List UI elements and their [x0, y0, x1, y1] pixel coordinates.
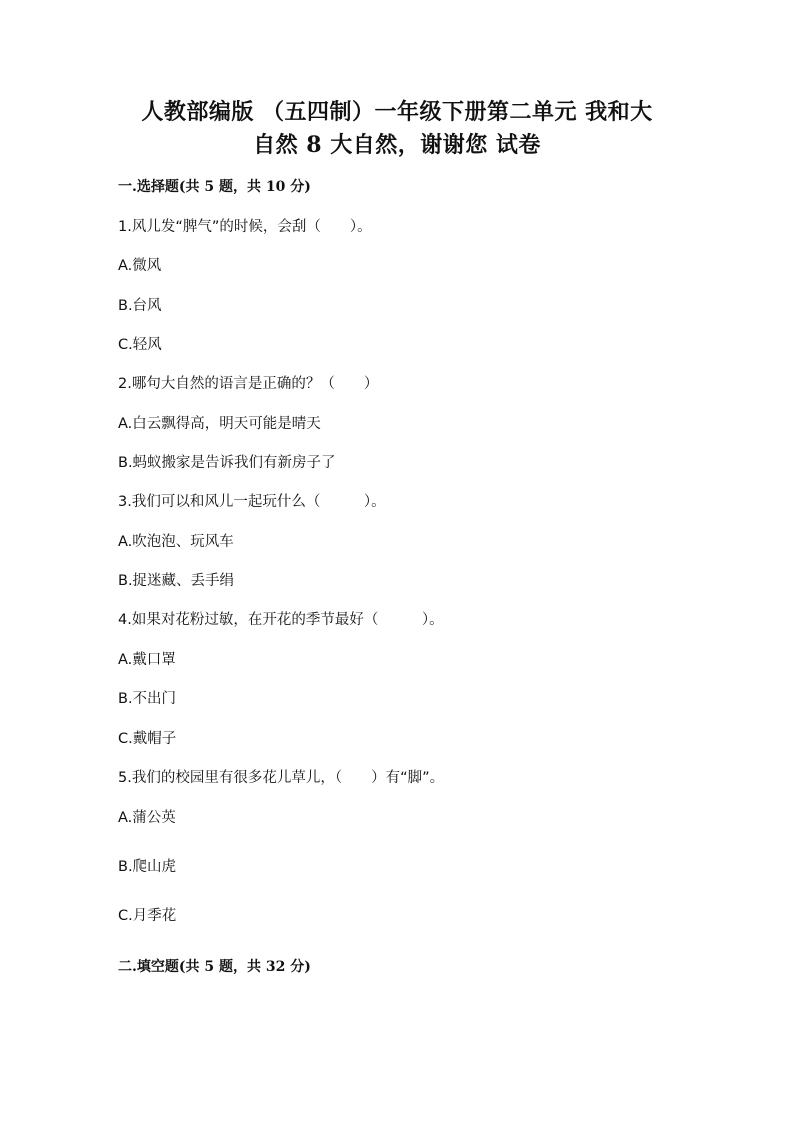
question-3-option-a: A.吹泡泡、玩风车 [118, 534, 234, 550]
question-2-option-a: A.白云飘得高，明天可能是晴天 [118, 416, 321, 432]
question-1-option-c: C.轻风 [118, 337, 162, 353]
question-4-option-b: B.不出门 [118, 691, 177, 707]
question-5-stem: 5.我们的校园里有很多花儿草儿，（ ）有“脚”。 [118, 770, 445, 786]
question-3-stem: 3.我们可以和风儿一起玩什么（ ）。 [118, 494, 386, 510]
section-heading-choice: 一.选择题(共 5 题，共 10 分) [118, 179, 311, 195]
question-5-option-c: C.月季花 [118, 908, 177, 924]
question-4-option-c: C.戴帽子 [118, 731, 177, 747]
question-5-option-b: B.爬山虎 [118, 859, 177, 875]
document-title-line-2: 自然 8 大自然，谢谢您 试卷 [253, 132, 541, 158]
question-2-stem: 2.哪句大自然的语言是正确的？（ ） [118, 376, 379, 392]
question-5-option-a: A.蒲公英 [118, 810, 176, 826]
document-title-line-1: 人教部编版 （五四制）一年级下册第二单元 我和大 [141, 99, 653, 125]
question-1-stem: 1.风儿发“脾气”的时候，会刮（ ）。 [118, 219, 372, 235]
question-4-stem: 4.如果对花粉过敏，在开花的季节最好（ ）。 [118, 612, 444, 628]
question-4-option-a: A.戴口罩 [118, 652, 176, 668]
question-3-option-b: B.捉迷藏、丢手绢 [118, 573, 235, 589]
question-1-option-b: B.台风 [118, 298, 162, 314]
question-1-option-a: A.微风 [118, 258, 162, 274]
question-2-option-b: B.蚂蚁搬家是告诉我们有新房子了 [118, 455, 336, 471]
section-heading-fill-in: 二.填空题(共 5 题，共 32 分) [118, 959, 311, 975]
